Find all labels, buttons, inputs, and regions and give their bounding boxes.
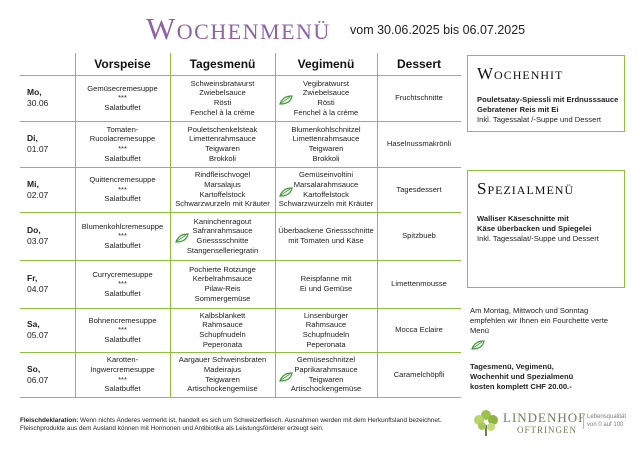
tagesmenu-line: Pouletschenkelsteak (187, 124, 258, 134)
dessert-line: Caramelchöpfli (393, 369, 445, 379)
vorspeise-line: Salatbuffet (104, 153, 141, 163)
vorspeise-line: Currycremesuppe (92, 269, 153, 279)
day-name: Mi, (27, 178, 39, 189)
meat-declaration-line1: Wenn nichts Anderes vermerkt ist, handelt es sich um Schweizerfleisch. Ausnahmen werden mit dem Herkunftsland bezeichnet. (78, 417, 442, 424)
tagesmenu-line: Safranrahmsauce (192, 226, 253, 236)
vorspeise-line: Salatbuffet (104, 288, 141, 298)
menu-row (20, 260, 461, 308)
menu-table (20, 53, 461, 397)
row-divider (20, 397, 461, 398)
day-label (27, 273, 72, 295)
vorspeise-line: Tomaten- (106, 124, 139, 134)
tagesmenu-line: Rösti (213, 98, 232, 107)
fourchette-verte-icon (175, 233, 189, 243)
vorspeise-cell (75, 308, 170, 352)
tagesmenu-line: Kartoffelstock (199, 189, 246, 199)
menu-row (20, 308, 461, 352)
dessert-line: Haselnussmakrönli (386, 139, 452, 149)
fourchette-verte-icon (471, 340, 485, 350)
wochenhit-text (477, 95, 618, 124)
day-label (27, 179, 72, 201)
fourchette-note-line: empfehlen wir Ihnen ein Fourchette verte (470, 316, 609, 326)
tagesmenu-line: Aargauer Schweinsbraten (178, 355, 267, 365)
vegimenu-cell (275, 308, 377, 352)
vegimenu-line: Überbackene Griessschnitte (278, 226, 374, 236)
menu-row (20, 121, 461, 167)
day-label (27, 364, 72, 386)
day-label (27, 225, 72, 247)
vorspeise-line: *** (118, 144, 127, 153)
vegimenu-line: Gemüseinvoltini (298, 170, 354, 180)
tagesmenu-line: Kaninchenragout (193, 216, 252, 226)
vegimenu-line: Brokkoli (312, 153, 340, 163)
vegimenu-line: Ei und Gemüse (299, 284, 353, 293)
vorspeise-line: Bohnencremesuppe (88, 315, 157, 325)
day-label (27, 133, 72, 155)
wochenhit-box (467, 55, 625, 132)
vorspeise-line: Karotten-Ingwercremesuppe (90, 355, 155, 374)
vorspeise-line: Blumenkohlcremesuppe (81, 221, 164, 231)
vegimenu-line: Teigwaren (308, 374, 344, 384)
dessert-cell (377, 212, 461, 260)
meat-declaration (20, 417, 460, 434)
day-date: 05.07 (27, 330, 49, 340)
vegimenu-line: Reispfanne mit (300, 274, 352, 284)
dessert-cell (377, 308, 461, 352)
wochenhit-extra: Inkl. Tagessalat /-Suppe und Dessert (477, 114, 601, 124)
vegimenu-line: Gemüseschnitzel (296, 355, 356, 365)
spezialmenu-dish-line1: Walliser Käseschnitte mit (477, 214, 569, 223)
vegimenu-line: Limettenrahmsauce (292, 134, 360, 144)
vorspeise-line: *** (118, 279, 127, 289)
vegimenu-line: Zwiebelsauce (302, 88, 350, 98)
tagesmenu-line: Marsalajus (204, 179, 241, 189)
vorspeise-line: Salatbuffet (104, 194, 141, 204)
day-name: So, (27, 363, 41, 374)
tagesmenu-line: Schweinsbratwurst (190, 78, 255, 88)
vegimenu-cell (275, 121, 377, 167)
tagesmenu-line: Zwiebelsauce (199, 88, 246, 98)
vorspeise-cell (75, 121, 170, 167)
vorspeise-cell (75, 75, 170, 121)
tagesmenu-line: Griesssschnitte (196, 236, 249, 245)
logo-tagline (583, 414, 626, 429)
menu-row (20, 167, 461, 212)
vegimenu-line: Teigwaren (308, 144, 344, 153)
dessert-cell (377, 260, 461, 308)
vorspeise-cell (75, 352, 170, 397)
vegimenu-line: Schwarzwurzeln mit Kräuter (278, 199, 374, 209)
day-date: 01.07 (27, 144, 49, 154)
spezialmenu-dish-line2: Käse überbacken und Spiegelei (477, 223, 592, 233)
price-note-line: kosten komplett CHF 20.00.- (470, 382, 572, 392)
fourchette-note-line: Am Montag, Mittwoch und Sonntag (470, 306, 589, 315)
day-name: Sa, (27, 319, 40, 329)
vegimenu-line: Schupfnudeln (302, 330, 350, 339)
vegimenu-line: Vegibratwurst (302, 78, 349, 88)
logo-place: OFTRINGEN (517, 425, 577, 435)
dessert-cell (377, 75, 461, 121)
tagesmenu-line: Madeirajus (203, 364, 242, 374)
fourchette-verte-icon (279, 187, 293, 197)
logo-name: LINDENHOF (503, 410, 587, 425)
wochenhit-dish-line1: Pouletsatay-Spiessli mit Erdnusssauce (477, 95, 619, 104)
vorspeise-line: Quittencremesuppe (89, 175, 156, 185)
day-name: Di, (27, 133, 38, 143)
column-header-dessert: Dessert (396, 57, 442, 71)
vorspeise-line: Salatbuffet (104, 102, 141, 112)
day-name: Mo, (27, 87, 42, 97)
tagesmenu-line: Fenchel à la crème (190, 107, 255, 117)
vorspeise-line: *** (118, 374, 127, 384)
tagesmenu-cell (170, 308, 275, 352)
spezialmenu-title: Spezialmenü (477, 179, 575, 198)
price-note-line: Tagesmenü, Vegimenü, (470, 362, 554, 371)
vegimenu-line: Marsalarahmsauce (293, 179, 359, 189)
vegimenu-line: Blumenkohlschnitzel (291, 124, 361, 134)
vegimenu-line: Artischockengemüse (290, 384, 362, 394)
page-title: Wochenmenü (146, 11, 331, 46)
tagesmenu-line: Pilaw-Reis (204, 284, 241, 293)
tagesmenu-cell (170, 352, 275, 397)
vegimenu-line: Paprikarahmsauce (294, 364, 358, 374)
tagesmenu-cell (170, 75, 275, 121)
vorspeise-line: *** (118, 184, 127, 194)
tagesmenu-line: Sommergemüse (194, 293, 251, 303)
vorspeise-line: *** (118, 231, 127, 241)
tagesmenu-cell (170, 167, 275, 212)
menu-row (20, 75, 461, 121)
tagesmenu-line: Rindfleischvogel (194, 170, 251, 180)
fourchette-note-line: Menü (470, 326, 489, 336)
menu-row (20, 352, 461, 397)
vorspeise-cell (75, 212, 170, 260)
vorspeise-line: Salatbuffet (104, 384, 141, 394)
tagesmenu-line: Kerbelrahmsauce (192, 274, 253, 284)
tagesmenu-line: Kalbsblankett (199, 310, 246, 320)
day-date: 04.07 (27, 284, 49, 294)
day-label (27, 87, 72, 109)
vegimenu-line: Rösti (317, 98, 335, 107)
tagesmenu-line: Stangenselleriegratin (186, 245, 259, 255)
fourchette-note (470, 306, 608, 337)
vegimenu-cell (275, 212, 377, 260)
meat-declaration-label: Fleischdeklaration: (20, 417, 79, 424)
vegimenu-cell (275, 260, 377, 308)
logo-tagline-line: von 0 auf 100 (587, 421, 624, 428)
tagesmenu-line: Schwarzwurzeln mit Kräuter (175, 199, 270, 209)
vegimenu-line: Kartoffelstock (303, 189, 349, 199)
dessert-line: Limettenmousse (391, 279, 447, 289)
vegimenu-line: Peperonata (306, 339, 346, 349)
vegimenu-line: Linsenburger (303, 310, 349, 320)
dessert-line: Tagesdessert (396, 184, 442, 194)
day-name: Do, (27, 225, 41, 235)
spezialmenu-box (467, 170, 625, 288)
dessert-line: Spitzbueb (402, 231, 436, 241)
tagesmenu-line: Limettenrahmsauce (189, 134, 256, 144)
dessert-cell (377, 167, 461, 212)
vorspeise-cell (75, 260, 170, 308)
vorspeise-cell (75, 167, 170, 212)
tagesmenu-line: Brokkoli (208, 153, 236, 163)
column-header-vorspeise: Vorspeise (94, 57, 151, 71)
vegimenu-line: Rahmsauce (305, 320, 347, 330)
tagesmenu-line: Rahmsauce (202, 320, 243, 330)
day-label (27, 319, 72, 341)
spezialmenu-extra: Inkl. Tagessalat/-Suppe und Dessert (477, 233, 599, 243)
vorspeise-line: Rucolacremesuppe (89, 134, 156, 144)
tagesmenu-line: Peperonata (202, 339, 243, 349)
price-note (470, 362, 573, 393)
lindenhof-tree-logo-icon (472, 407, 500, 437)
spezialmenu-text (477, 214, 599, 243)
tagesmenu-cell (170, 260, 275, 308)
vorspeise-line: Gemüsecremesuppe (87, 83, 158, 93)
vegimenu-line: mit Tomaten und Käse (288, 236, 364, 245)
wochenhit-title: Wochenhit (477, 64, 564, 83)
wochenhit-dish-line2: Gebratener Reis mit Ei (477, 104, 559, 114)
tagesmenu-line: Teigwaren (205, 144, 240, 153)
dessert-line: Mocca Eclaire (395, 325, 443, 335)
meat-declaration-line2: Fleischprodukte aus dem Ausland können mit Hormonen und Antibiotika als Leistungsförderer erzeugt sein. (20, 425, 324, 433)
tagesmenu-line: Pochierte Rotzunge (189, 264, 256, 274)
vorspeise-line: Salatbuffet (104, 240, 141, 250)
tagesmenu-line: Schupfnudeln (199, 330, 246, 339)
vorspeise-line: *** (118, 325, 127, 335)
date-range: vom 30.06.2025 bis 06.07.2025 (350, 23, 526, 37)
day-date: 30.06 (27, 98, 49, 108)
dessert-line: Fruchtschnitte (395, 93, 443, 103)
day-name: Fr, (27, 273, 38, 283)
tagesmenu-line: Teigwaren (205, 374, 240, 384)
vorspeise-line: *** (118, 93, 127, 103)
menu-row (20, 212, 461, 260)
day-date: 06.07 (27, 374, 49, 385)
dessert-cell (377, 352, 461, 397)
tagesmenu-cell (170, 121, 275, 167)
day-date: 03.07 (27, 236, 49, 246)
day-date: 02.07 (27, 189, 49, 200)
column-header-tagesmenu: Tagesmenü (189, 57, 256, 71)
fourchette-verte-icon (279, 95, 293, 105)
tagesmenu-line: Artischockengemüse (187, 384, 258, 394)
price-note-line: Wochenhit und Spezialmenü (470, 372, 574, 382)
fourchette-verte-icon (279, 372, 293, 382)
vegimenu-line: Fenchel à la crème (293, 107, 359, 117)
logo-tagline-line: Lebensqualität (587, 414, 627, 420)
column-header-vegimenu: Vegimenü (297, 57, 355, 71)
dessert-cell (377, 121, 461, 167)
vorspeise-line: Salatbuffet (104, 334, 141, 344)
